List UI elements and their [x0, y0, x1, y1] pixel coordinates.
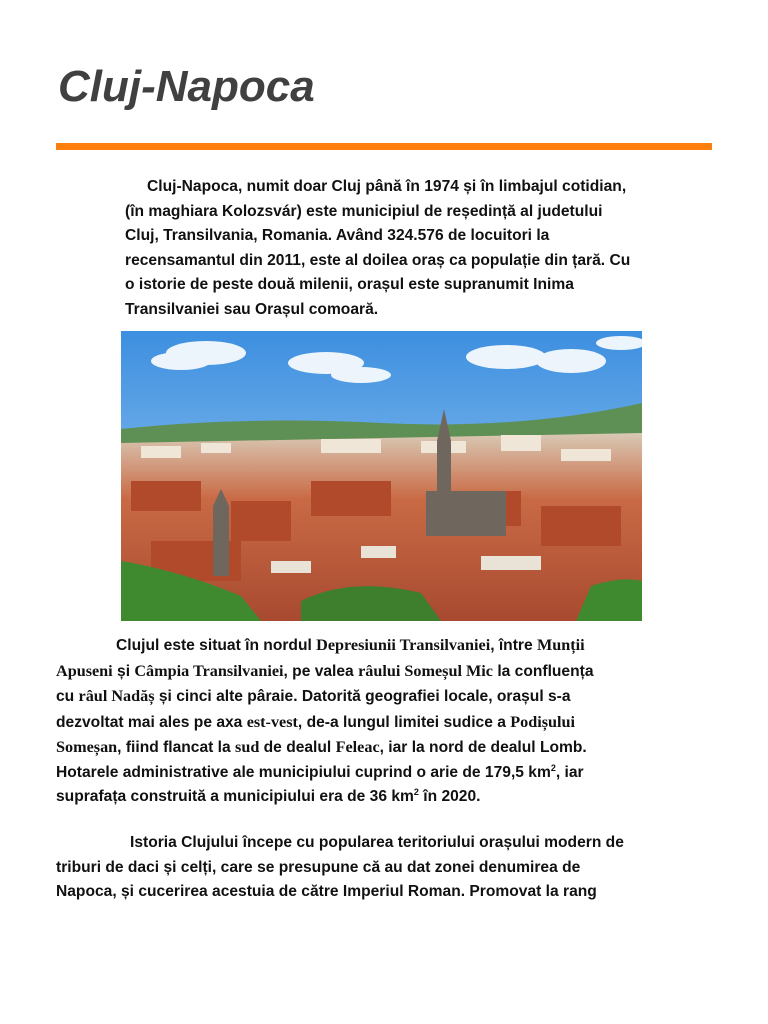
intro-line: Cluj, Transilvania, Romania. Având 324.576 de locuitori la: [125, 227, 550, 244]
intro-line: Cluj-Napoca, numit doar Cluj până în 1974 și în limbajul cotidian,: [147, 178, 627, 195]
history-line: triburi de daci și celți, care se presupune că au dat zonei denumirea de: [56, 858, 581, 876]
geography-line: Someșan, fiind flancat la sud de dealul Feleac, iar la nord de dealul Lomb.: [56, 738, 587, 756]
geography-paragraph: [56, 633, 716, 810]
geography-line: cu râul Nadăș și cinci alte pâraie. Datorită geografiei locale, orașul s-a: [56, 687, 571, 705]
history-line: Napoca, și cucerirea acestuia de către Imperiul Roman. Promovat la rang: [56, 883, 597, 900]
city-panorama-image: [121, 331, 642, 621]
history-paragraph: [56, 831, 716, 905]
geography-line: Clujul este situat în nordul Depresiunii Transilvaniei, între Munții: [116, 636, 585, 654]
intro-line: Transilvaniei sau Orașul comoară.: [125, 300, 379, 318]
geography-line: dezvoltat mai ales pe axa est-vest, de-a lungul limitei sudice a Podișului: [56, 712, 576, 731]
title-underline: [56, 143, 712, 150]
history-line: Istoria Clujului începe cu popularea teritoriului orașului modern de: [130, 834, 624, 851]
intro-line: o istorie de peste două milenii, orașul este supranumit Inima: [125, 276, 574, 293]
intro-paragraph: [125, 175, 715, 322]
page-title: Cluj-Napoca: [58, 62, 315, 111]
intro-line: (în maghiara Kolozsvár) este municipiul de reședință al judetului: [125, 202, 603, 220]
intro-line: recensamantul din 2011, este al doilea oraș ca populație din țară. Cu: [125, 251, 631, 269]
geography-line: suprafața construită a municipiului era de 36 $km^2$ în 2020.: [56, 786, 481, 805]
geography-line: Apuseni și Câmpia Transilvaniei, pe valea râului Someșul Mic la confluența: [56, 661, 594, 680]
geography-line: Hotarele administrative ale municipiului cuprind o arie de 179,5 $km^2$, iar: [56, 762, 584, 781]
